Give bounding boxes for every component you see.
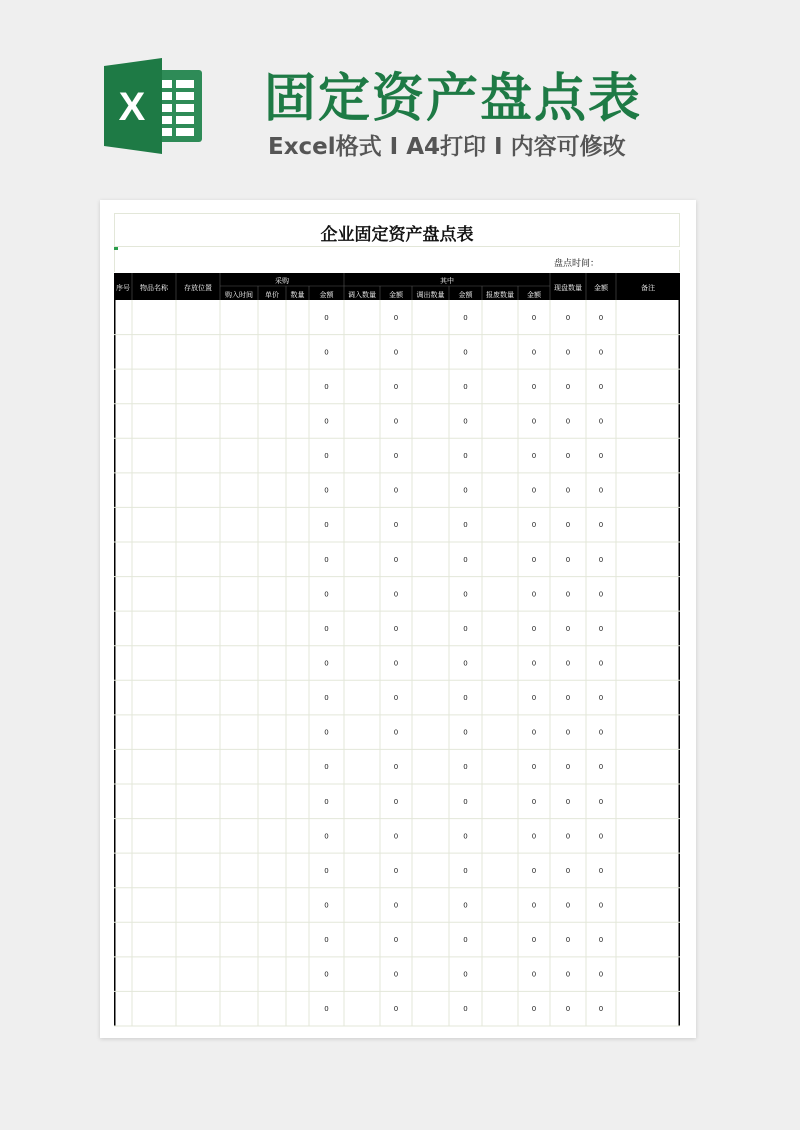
zero-cell-value: 0 xyxy=(598,763,604,772)
zero-cell-value: 0 xyxy=(463,1005,468,1014)
zero-cell-value: 0 xyxy=(531,728,537,737)
zero-cell-value: 0 xyxy=(598,901,604,910)
zero-cell-value: 0 xyxy=(531,348,537,357)
zero-cell-value: 0 xyxy=(565,348,571,357)
zero-cell-value: 0 xyxy=(598,936,604,945)
zero-cell-value: 0 xyxy=(393,866,399,875)
zero-cell-value: 0 xyxy=(598,590,604,599)
column-header-label: 金额 xyxy=(319,291,334,299)
zero-cell-value: 0 xyxy=(598,728,604,737)
zero-cell-value: 0 xyxy=(324,797,329,806)
inventory-table xyxy=(100,200,696,1038)
zero-cell-value: 0 xyxy=(393,624,399,633)
zero-cell-value: 0 xyxy=(324,313,329,322)
table-left-border xyxy=(114,300,116,1026)
zero-cell-value: 0 xyxy=(598,970,604,979)
zero-cell-value: 0 xyxy=(531,452,537,461)
zero-cell-value: 0 xyxy=(393,901,399,910)
zero-cell-value: 0 xyxy=(565,797,571,806)
zero-cell-value: 0 xyxy=(463,659,468,668)
column-header-label: 购入时间 xyxy=(225,291,253,299)
zero-cell-value: 0 xyxy=(463,624,468,633)
zero-cell-value: 0 xyxy=(598,866,604,875)
table-right-border xyxy=(679,300,681,1026)
zero-cell-value: 0 xyxy=(324,970,329,979)
zero-cell-value: 0 xyxy=(598,797,604,806)
column-header-label: 金额 xyxy=(389,291,403,299)
zero-cell-value: 0 xyxy=(463,936,468,945)
zero-cell-value: 0 xyxy=(463,521,468,530)
zero-cell-value: 0 xyxy=(598,624,604,633)
page-subtitle: Excel格式 I A4打印 I 内容可修改 xyxy=(268,134,626,160)
zero-cell-value: 0 xyxy=(393,797,399,806)
zero-cell-value: 0 xyxy=(393,763,399,772)
zero-cell-value: 0 xyxy=(565,832,571,841)
zero-cell-value: 0 xyxy=(463,901,468,910)
zero-cell-value: 0 xyxy=(324,901,329,910)
column-header-label: 调入数量 xyxy=(348,291,376,299)
zero-cell-value: 0 xyxy=(531,313,537,322)
zero-cell-value: 0 xyxy=(463,832,468,841)
zero-cell-value: 0 xyxy=(531,590,537,599)
zero-cell-value: 0 xyxy=(565,936,571,945)
zero-cell-value: 0 xyxy=(324,659,329,668)
zero-cell-value: 0 xyxy=(598,452,604,461)
column-header-label: 金额 xyxy=(594,284,608,292)
zero-cell-value: 0 xyxy=(598,659,604,668)
zero-cell-value: 0 xyxy=(393,521,399,530)
zero-cell-value: 0 xyxy=(324,936,329,945)
zero-cell-value: 0 xyxy=(393,970,399,979)
zero-cell-value: 0 xyxy=(324,694,329,703)
svg-text:X: X xyxy=(118,85,146,129)
column-header-label: 单价 xyxy=(265,291,279,299)
zero-cell-value: 0 xyxy=(531,763,537,772)
zero-cell-value: 0 xyxy=(393,417,399,426)
zero-cell-value: 0 xyxy=(565,1005,571,1014)
group-header-label: 其中 xyxy=(440,277,454,285)
zero-cell-value: 0 xyxy=(393,555,399,564)
zero-cell-value: 0 xyxy=(565,313,571,322)
zero-cell-value: 0 xyxy=(463,348,468,357)
zero-cell-value: 0 xyxy=(463,313,468,322)
zero-cell-value: 0 xyxy=(565,866,571,875)
zero-cell-value: 0 xyxy=(598,417,604,426)
zero-cell-value: 0 xyxy=(324,832,329,841)
zero-cell-value: 0 xyxy=(565,382,571,391)
zero-cell-value: 0 xyxy=(393,486,399,495)
column-header-label: 物品名称 xyxy=(140,284,168,292)
zero-cell-value: 0 xyxy=(565,728,571,737)
zero-cell-value: 0 xyxy=(565,659,571,668)
zero-cell-value: 0 xyxy=(531,659,537,668)
zero-cell-value: 0 xyxy=(463,590,468,599)
zero-cell-value: 0 xyxy=(531,382,537,391)
zero-cell-value: 0 xyxy=(565,970,571,979)
column-header-label: 报废数量 xyxy=(486,291,514,299)
column-header-label: 数量 xyxy=(290,291,305,299)
zero-cell-value: 0 xyxy=(598,1005,604,1014)
zero-cell-value: 0 xyxy=(324,763,329,772)
zero-cell-value: 0 xyxy=(463,555,468,564)
zero-cell-value: 0 xyxy=(531,797,537,806)
zero-cell-value: 0 xyxy=(324,1005,329,1014)
zero-cell-value: 0 xyxy=(393,590,399,599)
zero-cell-value: 0 xyxy=(531,866,537,875)
zero-cell-value: 0 xyxy=(463,417,468,426)
zero-cell-value: 0 xyxy=(393,728,399,737)
zero-cell-value: 0 xyxy=(463,970,468,979)
zero-cell-value: 0 xyxy=(463,694,468,703)
zero-cell-value: 0 xyxy=(598,313,604,322)
zero-cell-value: 0 xyxy=(324,866,329,875)
zero-cell-value: 0 xyxy=(531,694,537,703)
zero-cell-value: 0 xyxy=(565,417,571,426)
zero-cell-value: 0 xyxy=(324,348,329,357)
zero-cell-value: 0 xyxy=(463,486,468,495)
spreadsheet-paper xyxy=(100,200,696,1038)
zero-cell-value: 0 xyxy=(324,590,329,599)
column-header-label: 调出数量 xyxy=(416,291,445,299)
zero-cell-value: 0 xyxy=(463,797,468,806)
column-header-label: 备注 xyxy=(641,284,655,292)
zero-cell-value: 0 xyxy=(565,521,571,530)
zero-cell-value: 0 xyxy=(463,763,468,772)
zero-cell-value: 0 xyxy=(324,486,329,495)
zero-cell-value: 0 xyxy=(324,728,329,737)
excel-logo-icon xyxy=(104,58,204,154)
column-header-label: 序号 xyxy=(116,284,130,292)
group-header-label: 采购 xyxy=(275,277,289,285)
zero-cell-value: 0 xyxy=(598,694,604,703)
zero-cell-value: 0 xyxy=(565,590,571,599)
zero-cell-value: 0 xyxy=(598,382,604,391)
column-header-label: 金额 xyxy=(527,291,541,299)
zero-cell-value: 0 xyxy=(531,555,537,564)
zero-cell-value: 0 xyxy=(463,452,468,461)
zero-cell-value: 0 xyxy=(598,832,604,841)
zero-cell-value: 0 xyxy=(565,624,571,633)
zero-cell-value: 0 xyxy=(598,521,604,530)
zero-cell-value: 0 xyxy=(393,694,399,703)
zero-cell-value: 0 xyxy=(393,659,399,668)
date-label: 盘点时间： xyxy=(554,259,600,269)
zero-cell-value: 0 xyxy=(531,521,537,530)
zero-cell-value: 0 xyxy=(598,555,604,564)
zero-cell-value: 0 xyxy=(324,555,329,564)
zero-cell-value: 0 xyxy=(393,313,399,322)
zero-cell-value: 0 xyxy=(598,486,604,495)
zero-cell-value: 0 xyxy=(324,417,329,426)
zero-cell-value: 0 xyxy=(565,901,571,910)
column-header-label: 存放位置 xyxy=(184,284,212,292)
zero-cell-value: 0 xyxy=(565,486,571,495)
zero-cell-value: 0 xyxy=(463,866,468,875)
zero-cell-value: 0 xyxy=(565,694,571,703)
zero-cell-value: 0 xyxy=(565,555,571,564)
zero-cell-value: 0 xyxy=(531,417,537,426)
zero-cell-value: 0 xyxy=(565,763,571,772)
column-header-label: 金额 xyxy=(458,291,473,299)
zero-cell-value: 0 xyxy=(393,832,399,841)
zero-cell-value: 0 xyxy=(324,382,329,391)
page-title: 固定资产盘点表 xyxy=(264,69,643,129)
zero-cell-value: 0 xyxy=(565,452,571,461)
zero-cell-value: 0 xyxy=(393,1005,399,1014)
zero-cell-value: 0 xyxy=(531,970,537,979)
zero-cell-value: 0 xyxy=(531,624,537,633)
zero-cell-value: 0 xyxy=(324,521,329,530)
column-header-label: 现盘数量 xyxy=(554,284,582,292)
zero-cell-value: 0 xyxy=(531,901,537,910)
zero-cell-value: 0 xyxy=(463,728,468,737)
zero-cell-value: 0 xyxy=(393,348,399,357)
zero-cell-value: 0 xyxy=(393,382,399,391)
zero-cell-value: 0 xyxy=(324,624,329,633)
zero-cell-value: 0 xyxy=(393,936,399,945)
zero-cell-value: 0 xyxy=(463,382,468,391)
sheet-title: 企业固定资产盘点表 xyxy=(320,225,474,245)
zero-cell-value: 0 xyxy=(531,486,537,495)
zero-cell-value: 0 xyxy=(531,936,537,945)
zero-cell-value: 0 xyxy=(531,832,537,841)
zero-cell-value: 0 xyxy=(531,1005,537,1014)
zero-cell-value: 0 xyxy=(324,452,329,461)
zero-cell-value: 0 xyxy=(393,452,399,461)
zero-cell-value: 0 xyxy=(598,348,604,357)
